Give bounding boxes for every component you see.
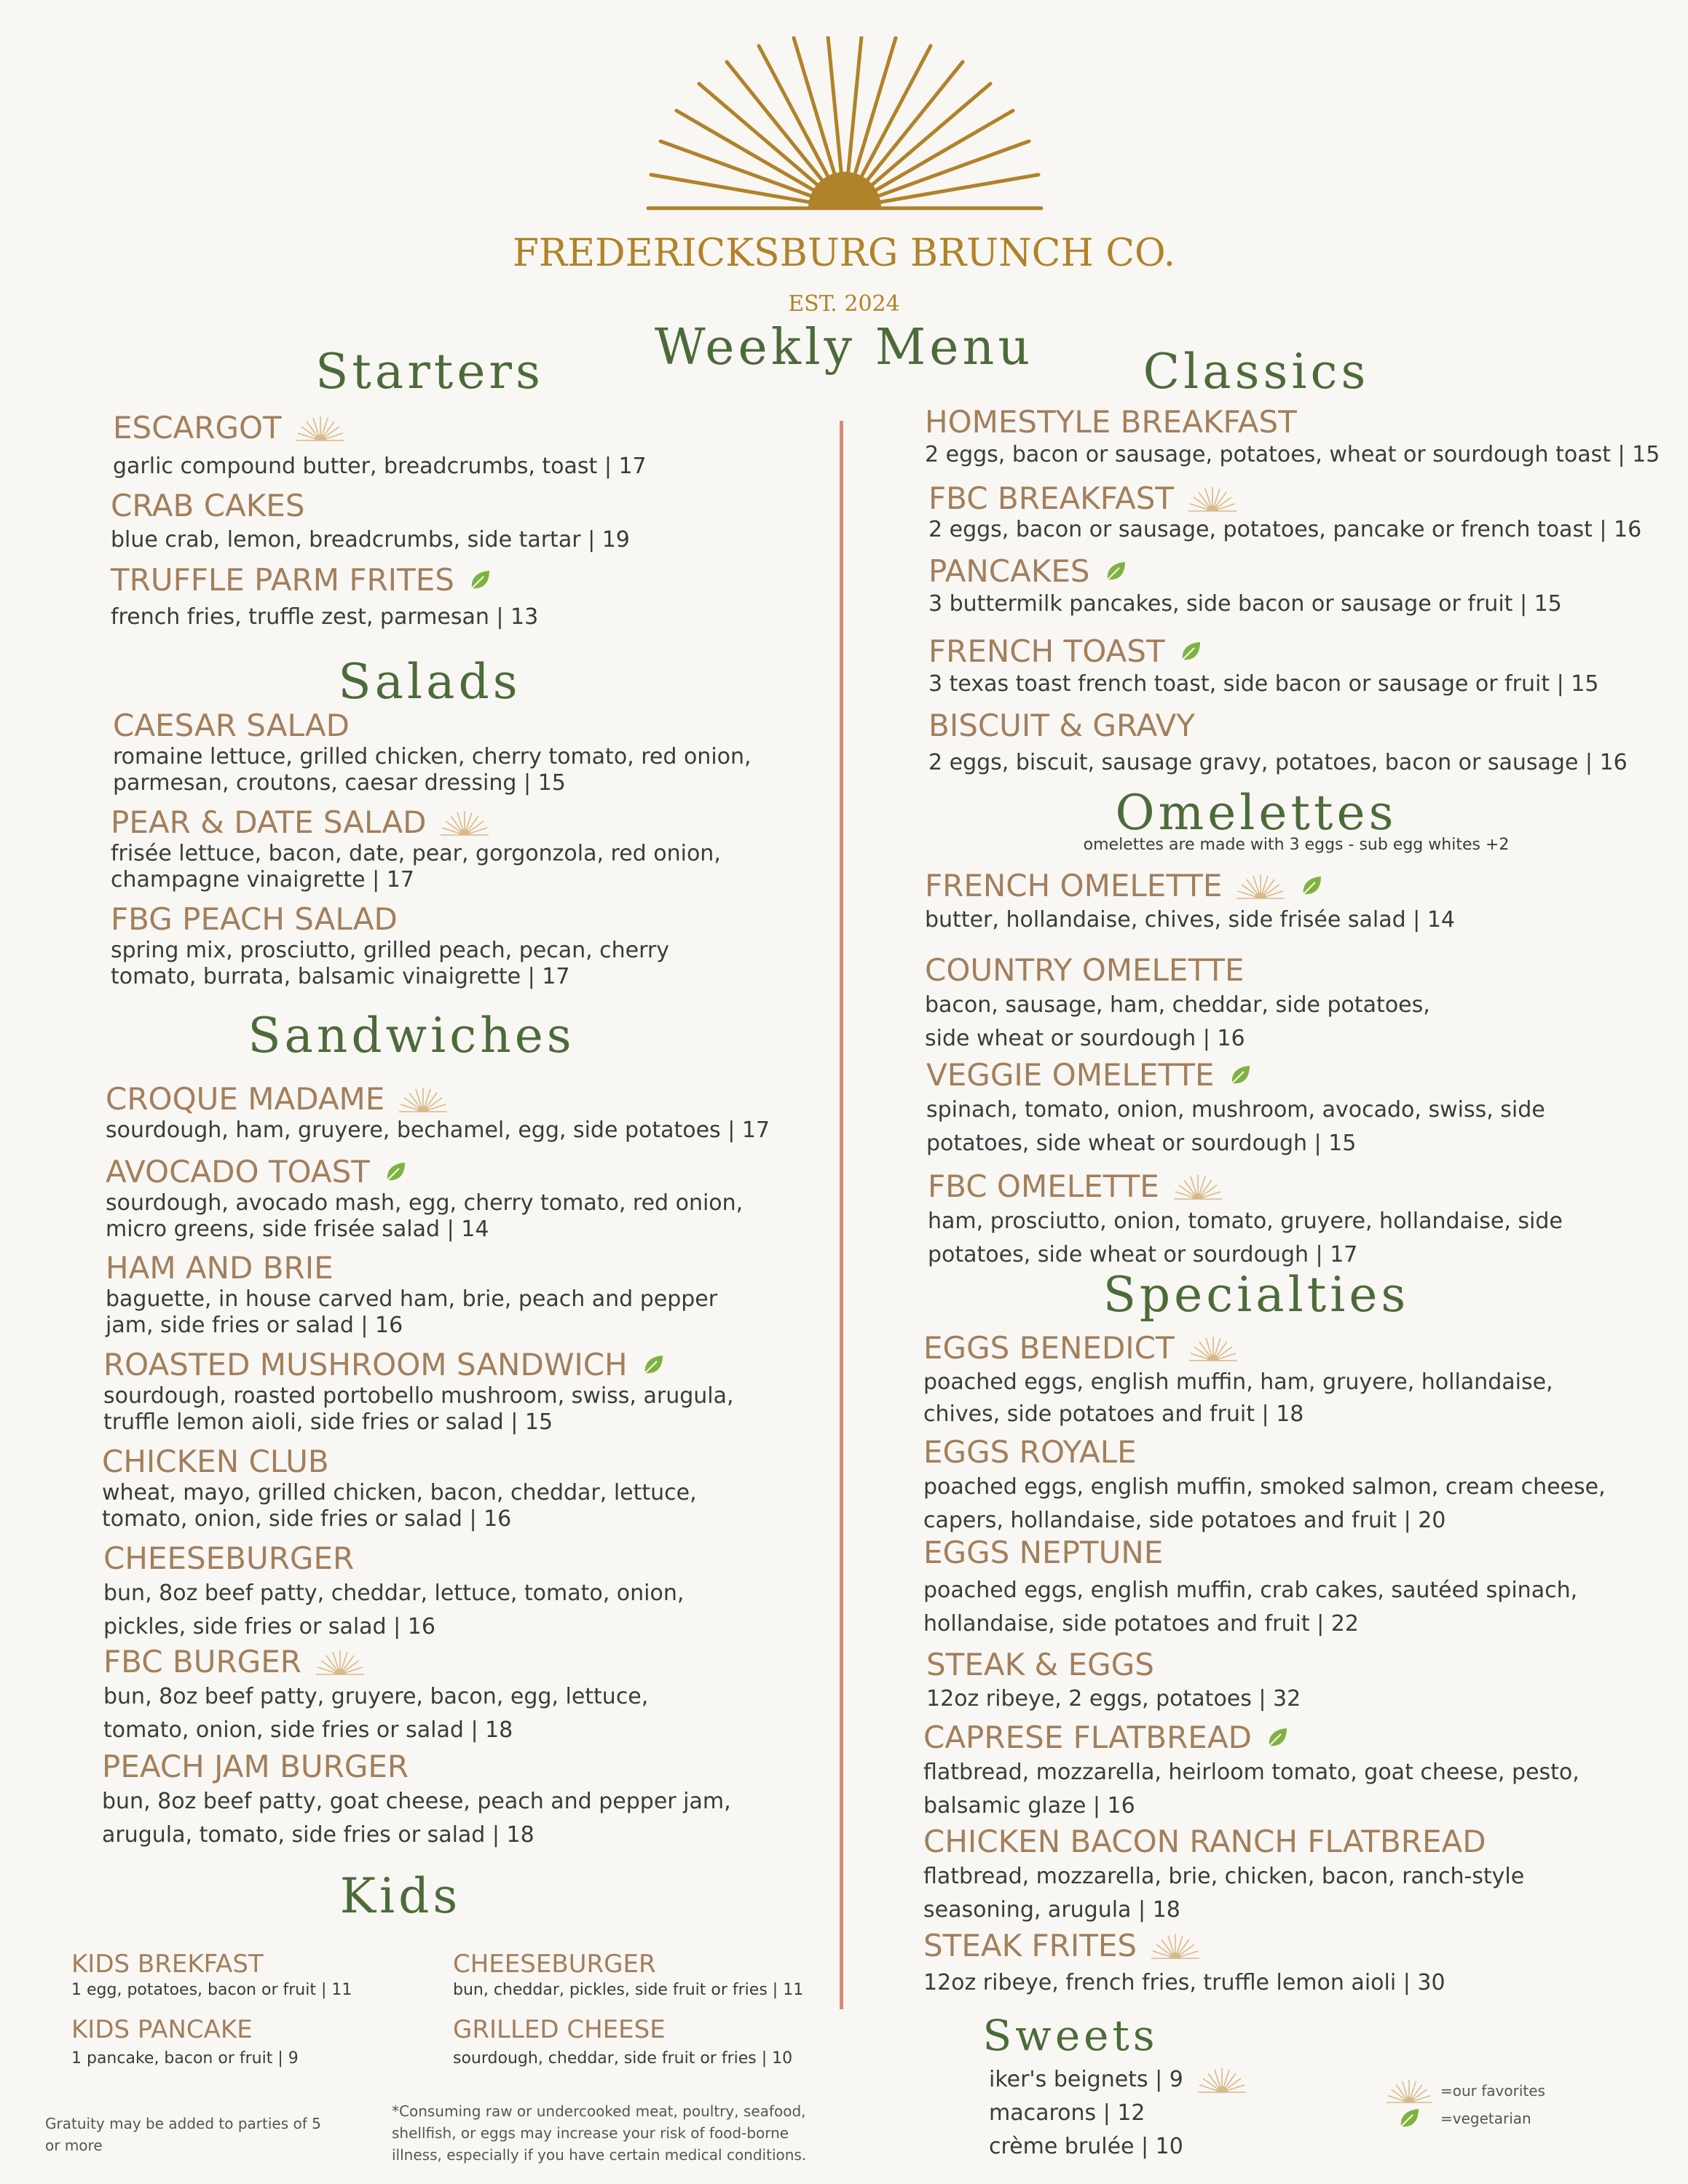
item-name: EGGS ROYALE: [923, 1434, 1137, 1470]
vegetarian-icon: [641, 1353, 666, 1377]
item-name: CAESAR SALAD: [113, 708, 350, 743]
sandwich-item: [103, 1644, 773, 1747]
item-name: CRAB CAKES: [111, 488, 305, 523]
omelette-item: [925, 952, 1668, 1056]
specialty-item: [923, 1928, 1666, 1996]
omelettes-note: omelettes are made with 3 eggs - sub egg whites +2: [1083, 836, 1510, 854]
item-description: bun, cheddar, pickles, side fruit or fries | 11: [453, 1981, 804, 1999]
column-divider: [840, 421, 843, 2009]
kids-heading: Kids: [339, 1868, 462, 1924]
vegetarian-icon: [1265, 1725, 1290, 1750]
item-description: wheat, mayo, grilled chicken, bacon, cheddar, lettuce, tomato, onion, side fries or salad | 16: [102, 1480, 697, 1532]
sweet-item: crème brulée | 10: [989, 2134, 1183, 2159]
item-name: PEACH JAM BURGER: [102, 1749, 409, 1784]
sandwich-item: [106, 1081, 776, 1144]
item-name: KIDS BREKFAST: [71, 1950, 264, 1979]
vegetarian-icon: [383, 1160, 408, 1184]
vegetarian-icon: [468, 568, 492, 593]
item-name: PEAR & DATE SALAD: [111, 804, 427, 840]
est-label: EST. 2024: [788, 291, 900, 317]
vegetarian-icon: [1178, 639, 1203, 664]
item-description: sourdough, avocado mash, egg, cherry tomato, red onion, micro greens, side frisée salad | 14: [106, 1190, 744, 1242]
item-name: PANCAKES: [928, 553, 1090, 589]
starters-heading: Starters: [315, 344, 544, 400]
item-description: flatbread, mozzarella, heirloom tomato, goat cheese, pesto, balsamic glaze | 16: [923, 1760, 1579, 1819]
starter-item: [111, 488, 766, 553]
item-name: VEGGIE OMELETTE: [926, 1057, 1215, 1093]
classics-item: [928, 633, 1671, 697]
item-name: GRILLED CHEESE: [453, 2015, 666, 2044]
item-description: baguette, in house carved ham, brie, peach and pepper jam, side fries or salad | 16: [106, 1286, 718, 1338]
vegetarian-icon: [1299, 874, 1324, 898]
item-description: 12oz ribeye, 2 eggs, potatoes | 32: [926, 1686, 1301, 1712]
item-name: STEAK & EGGS: [926, 1647, 1154, 1682]
brand-name: FREDERICKSBURG BRUNCH CO.: [512, 232, 1176, 275]
favorite-icon: [1172, 1173, 1223, 1200]
vegetarian-icon: [1103, 559, 1128, 584]
salad-item: [111, 804, 766, 893]
classics-item: [928, 708, 1671, 776]
item-description: 2 eggs, bacon or sausage, potatoes, pancake or french toast | 16: [928, 517, 1642, 542]
item-description: poached eggs, english muffin, crab cakes, sautéed spinach, hollandaise, side potatoes and fruit | 22: [923, 1578, 1578, 1637]
item-description: bun, 8oz beef patty, cheddar, lettuce, tomato, onion, pickles, side fries or salad | 16: [103, 1580, 685, 1639]
legend: [1385, 2076, 1545, 2132]
vegetarian-icon: [1228, 1063, 1253, 1088]
omelette-item: [925, 868, 1668, 933]
item-name: AVOCADO TOAST: [106, 1154, 370, 1190]
item-description: frisée lettuce, bacon, date, pear, gorgonzola, red onion, champagne vinaigrette | 17: [111, 841, 721, 893]
item-description: flatbread, mozzarella, brie, chicken, bacon, ranch-style seasoning, arugula | 18: [923, 1864, 1525, 1923]
gratuity-note: Gratuity may be added to parties of 5 or more: [45, 2115, 321, 2154]
item-name: EGGS BENEDICT: [923, 1330, 1175, 1366]
item-description: sourdough, cheddar, side fruit or fries | 10: [453, 2049, 793, 2068]
salads-heading: Salads: [338, 654, 521, 710]
item-name: COUNTRY OMELETTE: [925, 952, 1245, 988]
item-description: 2 eggs, bacon or sausage, potatoes, wheat or sourdough toast | 15: [925, 442, 1660, 467]
item-description: french fries, truffle zest, parmesan | 13: [111, 604, 539, 630]
item-name: EGGS NEPTUNE: [923, 1535, 1164, 1570]
sandwich-item: [106, 1154, 776, 1243]
item-name: FRENCH TOAST: [928, 633, 1165, 669]
favorite-icon: [1235, 872, 1286, 900]
item-name: HAM AND BRIE: [106, 1250, 334, 1286]
item-description: romaine lettuce, grilled chicken, cherry tomato, red onion, parmesan, croutons, caesar dressing | 15: [113, 744, 752, 796]
item-description: bun, 8oz beef patty, goat cheese, peach and pepper jam, arugula, tomato, side fries or salad | 18: [102, 1789, 731, 1848]
starter-item: [113, 410, 768, 480]
classics-item: [925, 404, 1668, 468]
salad-item: [113, 708, 768, 796]
favorite-icon: [295, 414, 346, 442]
kids-item: [71, 2014, 299, 2070]
item-description: 1 egg, potatoes, bacon or fruit | 11: [71, 1981, 352, 1999]
item-name: STEAK FRITES: [923, 1928, 1137, 1963]
item-description: bun, 8oz beef patty, gruyere, bacon, egg, lettuce, tomato, onion, side fries or salad | 18: [103, 1684, 649, 1743]
legend-vegetarian: =vegetarian: [1440, 2110, 1531, 2127]
kids-item: [71, 1949, 352, 2001]
omelette-item: [928, 1168, 1671, 1272]
specialty-item: [923, 1434, 1666, 1538]
legend-favorites: =our favorites: [1440, 2082, 1545, 2100]
item-description: garlic compound butter, breadcrumbs, toast | 17: [113, 454, 647, 479]
item-description: 2 eggs, biscuit, sausage gravy, potatoes, bacon or sausage | 16: [928, 750, 1628, 775]
favorite-icon: [1196, 2066, 1247, 2094]
sweets-list: [989, 2063, 1247, 2164]
item-name: CHICKEN CLUB: [102, 1444, 329, 1479]
favorite-icon: [1150, 1932, 1201, 1960]
menu-title: Weekly Menu: [654, 319, 1034, 376]
sweets-heading: Sweets: [982, 2011, 1159, 2060]
sandwiches-heading: Sandwiches: [248, 1008, 575, 1064]
item-name: ROASTED MUSHROOM SANDWICH: [103, 1347, 628, 1382]
item-description: spinach, tomato, onion, mushroom, avocado, swiss, side potatoes, side wheat or sourdough | 15: [926, 1097, 1545, 1156]
item-description: sourdough, ham, gruyere, bechamel, egg, side potatoes | 17: [106, 1117, 770, 1143]
favorite-legend-icon: [1385, 2078, 1433, 2104]
salad-item: [111, 901, 766, 990]
specialty-item: [923, 1824, 1666, 1927]
sandwich-item: [103, 1347, 773, 1436]
item-name: FBC OMELETTE: [928, 1168, 1159, 1204]
sandwich-item: [102, 1749, 772, 1852]
kids-item: [453, 1949, 803, 2001]
omelettes-heading: Omelettes: [1115, 785, 1397, 841]
item-description: blue crab, lemon, breadcrumbs, side tartar | 19: [111, 527, 630, 553]
specialty-item: [923, 1535, 1666, 1641]
item-name: KIDS PANCAKE: [71, 2015, 253, 2044]
food-safety-disclaimer: *Consuming raw or undercooked meat, poultry, seafood, shellfish, or eggs may increase your risk of food-borne illness, especially if you have certain medical conditions.: [392, 2102, 807, 2164]
sweet-item: macarons | 12: [989, 2100, 1145, 2126]
sandwich-item: [102, 1444, 772, 1532]
item-name: CHICKEN BACON RANCH FLATBREAD: [923, 1824, 1486, 1859]
favorite-icon: [439, 809, 490, 836]
specialty-item: [926, 1647, 1669, 1712]
item-description: 12oz ribeye, french fries, truffle lemon aioli | 30: [923, 1970, 1446, 1995]
item-description: poached eggs, english muffin, smoked salmon, cream cheese, capers, hollandaise, side potatoes and fruit | 20: [923, 1474, 1606, 1533]
favorite-icon: [1187, 485, 1238, 513]
favorite-icon: [1188, 1334, 1239, 1362]
item-name: FBC BURGER: [103, 1644, 301, 1679]
item-description: poached eggs, english muffin, ham, gruyere, hollandaise, chives, side potatoes and fruit | 18: [923, 1369, 1553, 1427]
item-description: sourdough, roasted portobello mushroom, swiss, arugula, truffle lemon aioli, side fries or salad | 15: [103, 1383, 734, 1435]
classics-item: [928, 480, 1671, 543]
item-name: FRENCH OMELETTE: [925, 868, 1223, 903]
item-name: CHEESEBURGER: [103, 1540, 355, 1576]
classics-heading: Classics: [1143, 344, 1370, 400]
specialty-item: [923, 1330, 1666, 1431]
item-name: FBG PEACH SALAD: [111, 901, 398, 937]
item-description: 1 pancake, bacon or fruit | 9: [71, 2049, 299, 2068]
item-description: ham, prosciutto, onion, tomato, gruyere, hollandaise, side potatoes, side wheat or sourdough | 17: [928, 1208, 1563, 1267]
item-name: CHEESEBURGER: [453, 1950, 656, 1979]
omelette-item: [926, 1057, 1669, 1160]
favorite-icon: [315, 1648, 366, 1676]
item-name: FBC BREAKFAST: [928, 480, 1175, 516]
item-description: spring mix, prosciutto, grilled peach, pecan, cherry tomato, burrata, balsamic vinaigrette | 17: [111, 938, 670, 989]
item-name: ESCARGOT: [113, 410, 282, 446]
favorite-icon: [398, 1085, 449, 1113]
sunburst-logo-icon: [641, 36, 1049, 211]
sweet-item: iker's beignets | 9: [989, 2067, 1183, 2092]
item-name: TRUFFLE PARM FRITES: [111, 562, 454, 598]
vegetarian-legend-icon: [1397, 2106, 1421, 2131]
specialty-item: [923, 1720, 1666, 1823]
item-name: BISCUIT & GRAVY: [928, 708, 1195, 743]
item-name: CAPRESE FLATBREAD: [923, 1720, 1252, 1755]
classics-item: [928, 553, 1671, 617]
sandwich-item: [103, 1540, 773, 1644]
specialties-heading: Specialties: [1103, 1267, 1410, 1323]
item-name: HOMESTYLE BREAKFAST: [925, 404, 1297, 440]
item-description: 3 buttermilk pancakes, side bacon or sausage or fruit | 15: [928, 591, 1562, 617]
item-description: 3 texas toast french toast, side bacon or sausage or fruit | 15: [928, 671, 1599, 697]
sandwich-item: [106, 1250, 776, 1339]
kids-item: [453, 2014, 792, 2070]
item-name: CROQUE MADAME: [106, 1081, 385, 1117]
item-description: butter, hollandaise, chives, side frisée salad | 14: [925, 907, 1455, 933]
starter-item: [111, 562, 766, 630]
item-description: bacon, sausage, ham, cheddar, side potatoes, side wheat or sourdough | 16: [925, 992, 1430, 1051]
